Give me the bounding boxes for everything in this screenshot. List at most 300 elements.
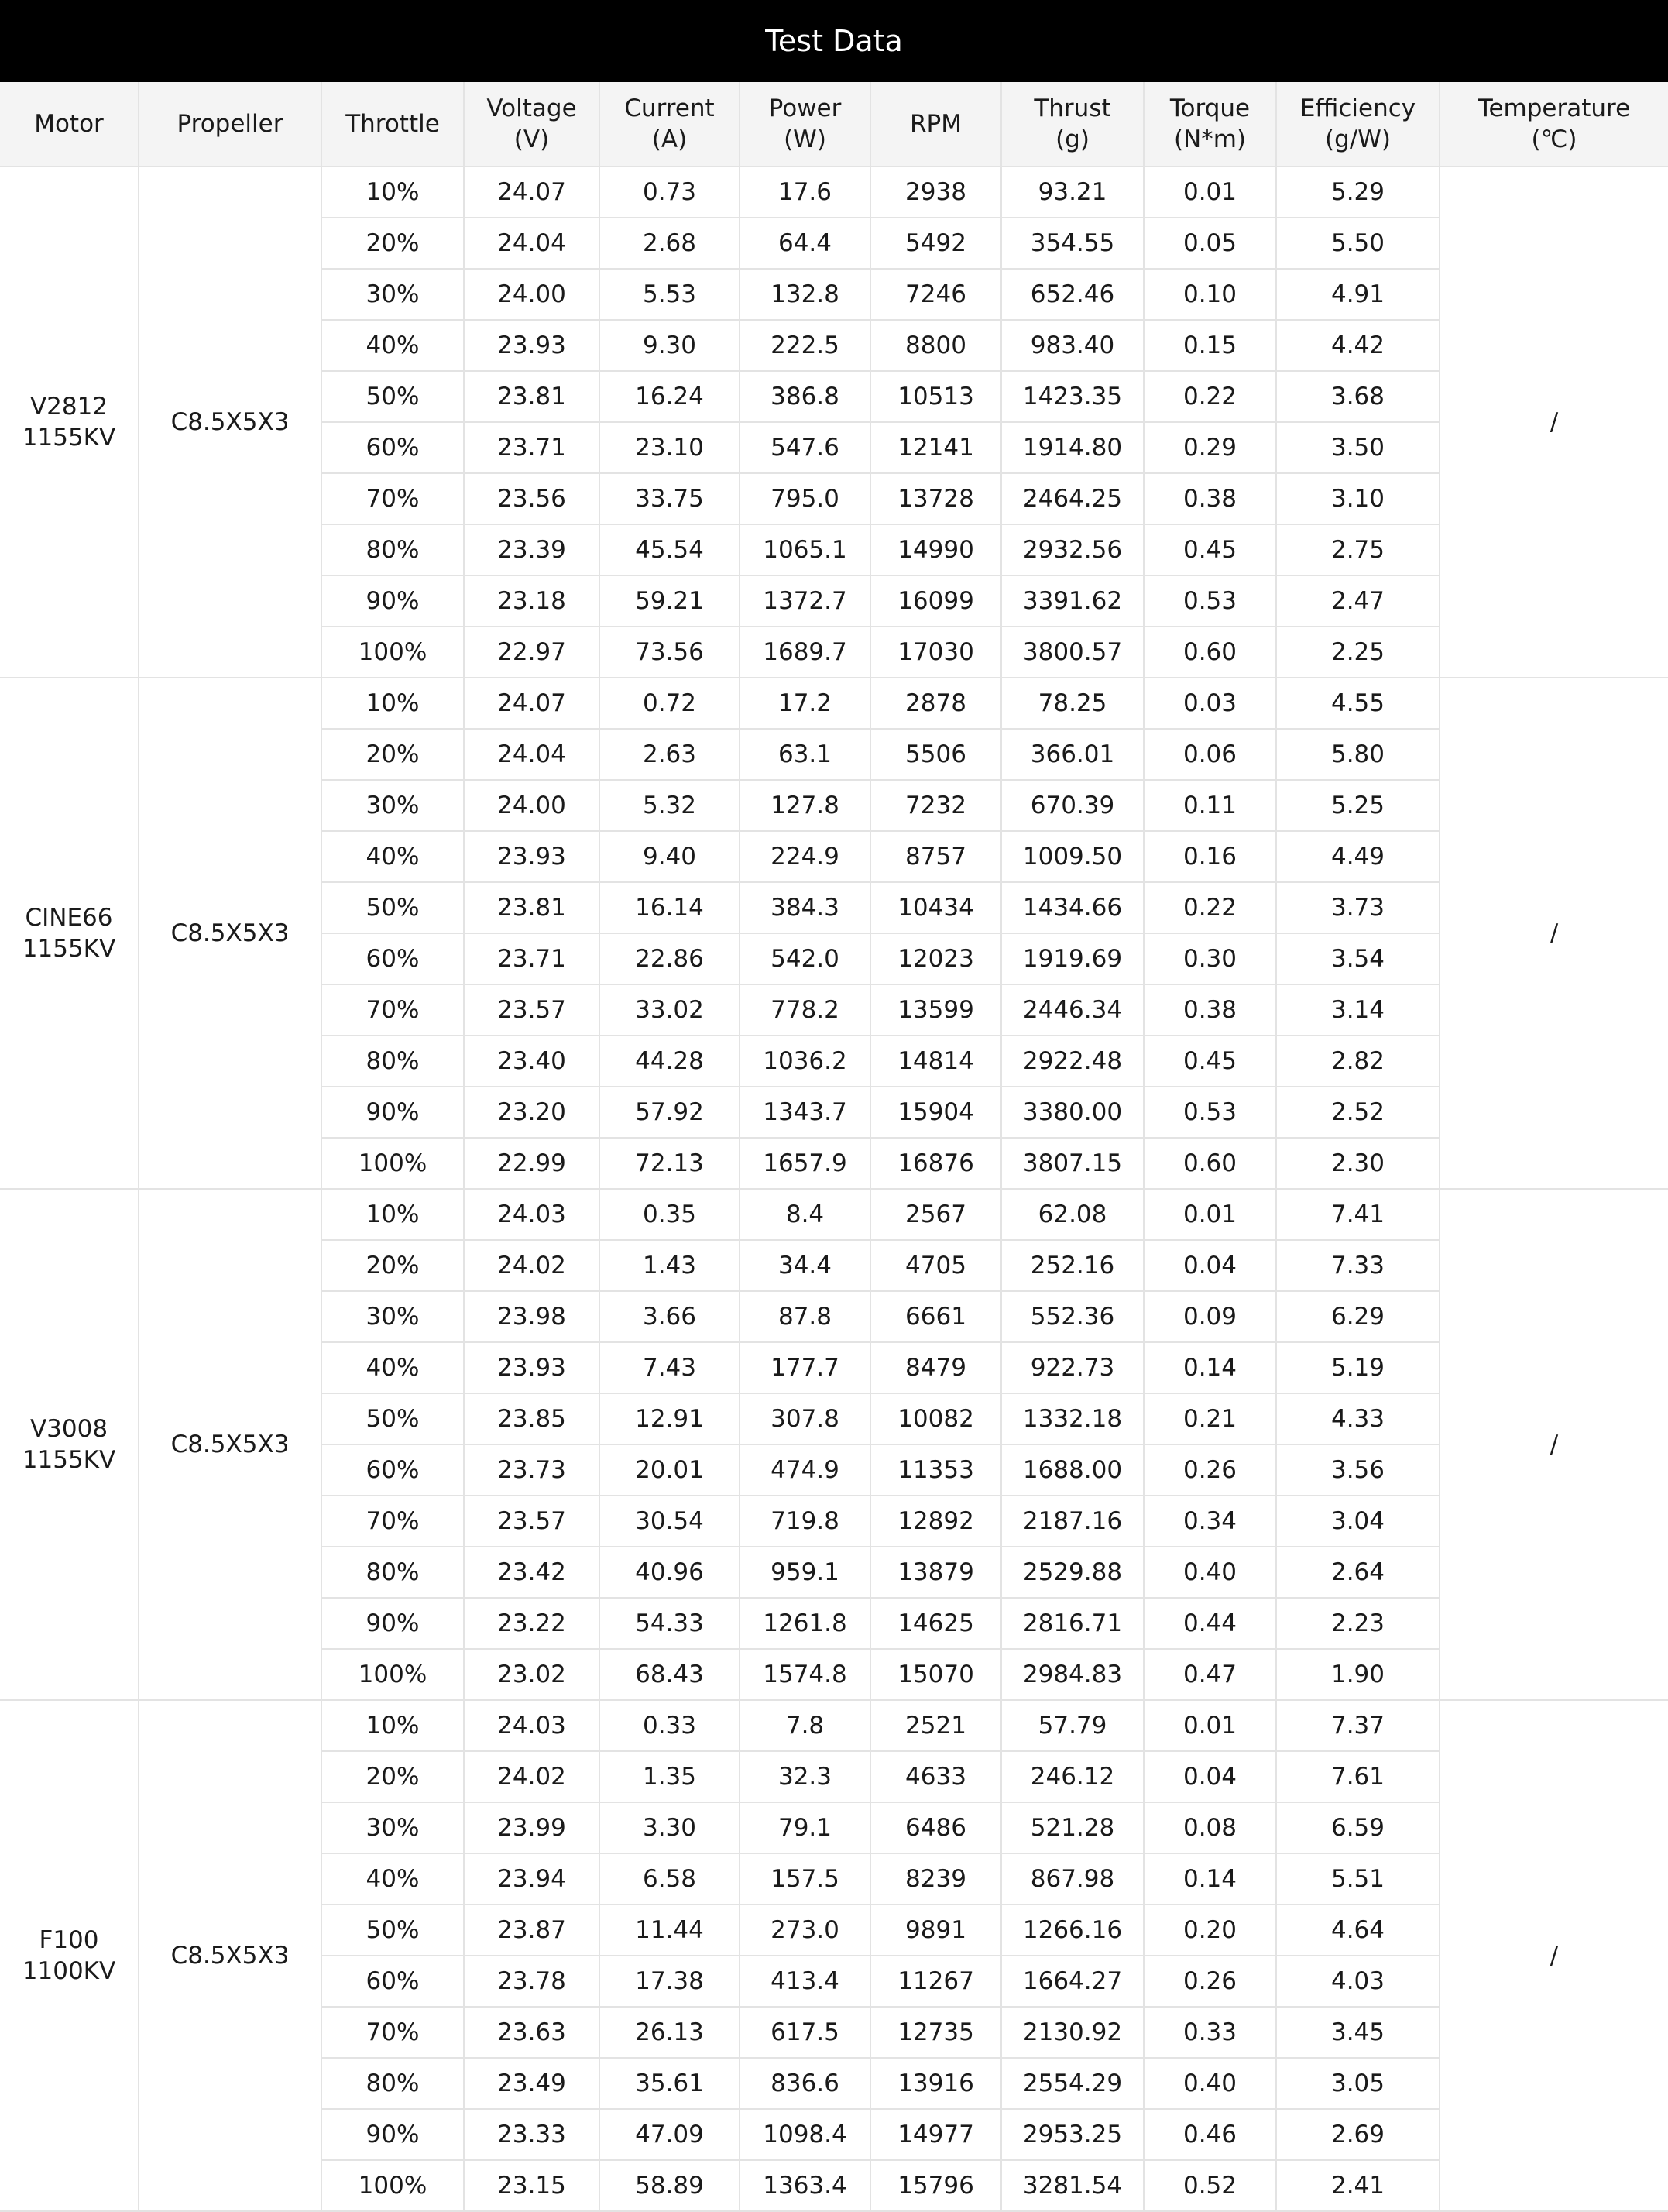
throttle-cell: 40% bbox=[321, 831, 464, 882]
efficiency-cell: 4.49 bbox=[1276, 831, 1440, 882]
motor-kv: 1100KV bbox=[22, 1957, 116, 1985]
thrust-cell: 2554.29 bbox=[1001, 2058, 1144, 2109]
current-cell: 58.89 bbox=[599, 2160, 740, 2211]
current-cell: 3.66 bbox=[599, 1291, 740, 1342]
efficiency-cell: 3.54 bbox=[1276, 933, 1440, 984]
voltage-cell: 23.49 bbox=[464, 2058, 599, 2109]
throttle-cell: 10% bbox=[321, 1700, 464, 1751]
voltage-cell: 22.97 bbox=[464, 627, 599, 678]
torque-cell: 0.10 bbox=[1144, 269, 1276, 320]
power-cell: 8.4 bbox=[740, 1189, 870, 1240]
throttle-cell: 70% bbox=[321, 984, 464, 1036]
power-cell: 1372.7 bbox=[740, 575, 870, 627]
thrust-cell: 62.08 bbox=[1001, 1189, 1144, 1240]
torque-cell: 0.01 bbox=[1144, 1700, 1276, 1751]
rpm-cell: 15904 bbox=[870, 1087, 1001, 1138]
current-cell: 54.33 bbox=[599, 1598, 740, 1649]
throttle-cell: 80% bbox=[321, 1547, 464, 1598]
current-cell: 7.43 bbox=[599, 1342, 740, 1393]
power-cell: 386.8 bbox=[740, 371, 870, 422]
rpm-cell: 8757 bbox=[870, 831, 1001, 882]
throttle-cell: 60% bbox=[321, 933, 464, 984]
temperature-cell: / bbox=[1440, 1189, 1668, 1700]
power-cell: 17.2 bbox=[740, 678, 870, 729]
torque-cell: 0.53 bbox=[1144, 1087, 1276, 1138]
voltage-cell: 23.20 bbox=[464, 1087, 599, 1138]
motor-model: V2812 bbox=[29, 393, 108, 421]
header-temperature: Temperature (℃) bbox=[1440, 82, 1668, 167]
thrust-cell: 1266.16 bbox=[1001, 1905, 1144, 1956]
rpm-cell: 6486 bbox=[870, 1802, 1001, 1853]
torque-cell: 0.22 bbox=[1144, 371, 1276, 422]
voltage-cell: 23.33 bbox=[464, 2109, 599, 2160]
throttle-cell: 30% bbox=[321, 269, 464, 320]
torque-cell: 0.15 bbox=[1144, 320, 1276, 371]
throttle-cell: 60% bbox=[321, 422, 464, 473]
torque-cell: 0.14 bbox=[1144, 1342, 1276, 1393]
voltage-cell: 23.71 bbox=[464, 933, 599, 984]
thrust-cell: 57.79 bbox=[1001, 1700, 1144, 1751]
voltage-cell: 24.04 bbox=[464, 729, 599, 780]
header-propeller: Propeller bbox=[139, 82, 321, 167]
current-cell: 16.24 bbox=[599, 371, 740, 422]
throttle-cell: 90% bbox=[321, 575, 464, 627]
current-cell: 0.72 bbox=[599, 678, 740, 729]
voltage-cell: 23.02 bbox=[464, 1649, 599, 1700]
efficiency-cell: 4.33 bbox=[1276, 1393, 1440, 1444]
rpm-cell: 13879 bbox=[870, 1547, 1001, 1598]
efficiency-cell: 2.41 bbox=[1276, 2160, 1440, 2211]
rpm-cell: 16099 bbox=[870, 575, 1001, 627]
rpm-cell: 14814 bbox=[870, 1036, 1001, 1087]
efficiency-cell: 7.37 bbox=[1276, 1700, 1440, 1751]
rpm-cell: 10082 bbox=[870, 1393, 1001, 1444]
thrust-cell: 3391.62 bbox=[1001, 575, 1144, 627]
thrust-cell: 3281.54 bbox=[1001, 2160, 1144, 2211]
rpm-cell: 13916 bbox=[870, 2058, 1001, 2109]
efficiency-cell: 6.29 bbox=[1276, 1291, 1440, 1342]
motor-kv: 1155KV bbox=[22, 935, 116, 963]
efficiency-cell: 5.29 bbox=[1276, 167, 1440, 218]
current-cell: 2.68 bbox=[599, 218, 740, 269]
thrust-cell: 670.39 bbox=[1001, 780, 1144, 831]
efficiency-cell: 1.90 bbox=[1276, 1649, 1440, 1700]
header-torque: Torque (N*m) bbox=[1144, 82, 1276, 167]
throttle-cell: 90% bbox=[321, 1087, 464, 1138]
header-motor: Motor bbox=[0, 82, 139, 167]
torque-cell: 0.01 bbox=[1144, 1189, 1276, 1240]
header-row bbox=[0, 82, 1668, 167]
table-title: Test Data bbox=[765, 24, 903, 58]
current-cell: 1.35 bbox=[599, 1751, 740, 1802]
thrust-cell: 2932.56 bbox=[1001, 524, 1144, 575]
thrust-cell: 354.55 bbox=[1001, 218, 1144, 269]
rpm-cell: 17030 bbox=[870, 627, 1001, 678]
torque-cell: 0.30 bbox=[1144, 933, 1276, 984]
header-current: Current (A) bbox=[599, 82, 740, 167]
torque-cell: 0.09 bbox=[1144, 1291, 1276, 1342]
efficiency-cell: 5.25 bbox=[1276, 780, 1440, 831]
power-cell: 836.6 bbox=[740, 2058, 870, 2109]
motor-model: CINE66 bbox=[25, 904, 113, 932]
power-cell: 795.0 bbox=[740, 473, 870, 524]
efficiency-cell: 6.59 bbox=[1276, 1802, 1440, 1853]
rpm-cell: 2521 bbox=[870, 1700, 1001, 1751]
voltage-cell: 24.03 bbox=[464, 1189, 599, 1240]
rpm-cell: 16876 bbox=[870, 1138, 1001, 1189]
efficiency-cell: 7.33 bbox=[1276, 1240, 1440, 1291]
efficiency-cell: 2.69 bbox=[1276, 2109, 1440, 2160]
thrust-cell: 1434.66 bbox=[1001, 882, 1144, 933]
rpm-cell: 9891 bbox=[870, 1905, 1001, 1956]
voltage-cell: 23.93 bbox=[464, 320, 599, 371]
efficiency-cell: 5.80 bbox=[1276, 729, 1440, 780]
power-cell: 224.9 bbox=[740, 831, 870, 882]
thrust-cell: 1332.18 bbox=[1001, 1393, 1144, 1444]
rpm-cell: 5492 bbox=[870, 218, 1001, 269]
torque-cell: 0.60 bbox=[1144, 1138, 1276, 1189]
power-cell: 157.5 bbox=[740, 1853, 870, 1905]
voltage-cell: 23.71 bbox=[464, 422, 599, 473]
current-cell: 17.38 bbox=[599, 1956, 740, 2007]
rpm-cell: 4705 bbox=[870, 1240, 1001, 1291]
efficiency-cell: 2.47 bbox=[1276, 575, 1440, 627]
thrust-cell: 2816.71 bbox=[1001, 1598, 1144, 1649]
rpm-cell: 7246 bbox=[870, 269, 1001, 320]
efficiency-cell: 5.51 bbox=[1276, 1853, 1440, 1905]
power-cell: 222.5 bbox=[740, 320, 870, 371]
current-cell: 5.53 bbox=[599, 269, 740, 320]
throttle-cell: 40% bbox=[321, 1853, 464, 1905]
current-cell: 0.73 bbox=[599, 167, 740, 218]
power-cell: 63.1 bbox=[740, 729, 870, 780]
thrust-cell: 3800.57 bbox=[1001, 627, 1144, 678]
throttle-cell: 60% bbox=[321, 1444, 464, 1496]
throttle-cell: 80% bbox=[321, 524, 464, 575]
power-cell: 64.4 bbox=[740, 218, 870, 269]
power-cell: 542.0 bbox=[740, 933, 870, 984]
torque-cell: 0.45 bbox=[1144, 1036, 1276, 1087]
efficiency-cell: 7.41 bbox=[1276, 1189, 1440, 1240]
torque-cell: 0.05 bbox=[1144, 218, 1276, 269]
header-thrust: Thrust (g) bbox=[1001, 82, 1144, 167]
power-cell: 959.1 bbox=[740, 1547, 870, 1598]
thrust-cell: 552.36 bbox=[1001, 1291, 1144, 1342]
rpm-cell: 12735 bbox=[870, 2007, 1001, 2058]
voltage-cell: 23.94 bbox=[464, 1853, 599, 1905]
efficiency-cell: 3.50 bbox=[1276, 422, 1440, 473]
torque-cell: 0.06 bbox=[1144, 729, 1276, 780]
current-cell: 3.30 bbox=[599, 1802, 740, 1853]
thrust-cell: 2953.25 bbox=[1001, 2109, 1144, 2160]
torque-cell: 0.29 bbox=[1144, 422, 1276, 473]
motor-model: V3008 bbox=[29, 1415, 108, 1443]
rpm-cell: 13599 bbox=[870, 984, 1001, 1036]
table-row bbox=[0, 1700, 1668, 1751]
current-cell: 0.33 bbox=[599, 1700, 740, 1751]
voltage-cell: 23.73 bbox=[464, 1444, 599, 1496]
power-cell: 1363.4 bbox=[740, 2160, 870, 2211]
power-cell: 132.8 bbox=[740, 269, 870, 320]
efficiency-cell: 3.45 bbox=[1276, 2007, 1440, 2058]
efficiency-cell: 3.05 bbox=[1276, 2058, 1440, 2109]
current-cell: 0.35 bbox=[599, 1189, 740, 1240]
voltage-cell: 23.81 bbox=[464, 371, 599, 422]
torque-cell: 0.38 bbox=[1144, 984, 1276, 1036]
voltage-cell: 23.18 bbox=[464, 575, 599, 627]
current-cell: 20.01 bbox=[599, 1444, 740, 1496]
rpm-cell: 12141 bbox=[870, 422, 1001, 473]
throttle-cell: 40% bbox=[321, 1342, 464, 1393]
current-cell: 45.54 bbox=[599, 524, 740, 575]
thrust-cell: 2922.48 bbox=[1001, 1036, 1144, 1087]
current-cell: 33.75 bbox=[599, 473, 740, 524]
voltage-cell: 23.57 bbox=[464, 984, 599, 1036]
voltage-cell: 23.22 bbox=[464, 1598, 599, 1649]
motor-cell bbox=[0, 1189, 139, 1700]
torque-cell: 0.20 bbox=[1144, 1905, 1276, 1956]
power-cell: 547.6 bbox=[740, 422, 870, 473]
thrust-cell: 252.16 bbox=[1001, 1240, 1144, 1291]
propeller-cell: C8.5X5X3 bbox=[139, 678, 321, 1189]
throttle-cell: 50% bbox=[321, 1905, 464, 1956]
torque-cell: 0.01 bbox=[1144, 167, 1276, 218]
table-row bbox=[0, 678, 1668, 729]
throttle-cell: 10% bbox=[321, 167, 464, 218]
efficiency-cell: 4.42 bbox=[1276, 320, 1440, 371]
temperature-cell: / bbox=[1440, 678, 1668, 1189]
motor-cell bbox=[0, 1700, 139, 2211]
rpm-cell: 8800 bbox=[870, 320, 1001, 371]
torque-cell: 0.38 bbox=[1144, 473, 1276, 524]
efficiency-cell: 2.23 bbox=[1276, 1598, 1440, 1649]
throttle-cell: 90% bbox=[321, 2109, 464, 2160]
power-cell: 1689.7 bbox=[740, 627, 870, 678]
voltage-cell: 23.63 bbox=[464, 2007, 599, 2058]
voltage-cell: 23.56 bbox=[464, 473, 599, 524]
rpm-cell: 6661 bbox=[870, 1291, 1001, 1342]
efficiency-cell: 4.55 bbox=[1276, 678, 1440, 729]
thrust-cell: 93.21 bbox=[1001, 167, 1144, 218]
current-cell: 59.21 bbox=[599, 575, 740, 627]
voltage-cell: 23.99 bbox=[464, 1802, 599, 1853]
torque-cell: 0.21 bbox=[1144, 1393, 1276, 1444]
thrust-cell: 922.73 bbox=[1001, 1342, 1144, 1393]
current-cell: 22.86 bbox=[599, 933, 740, 984]
rpm-cell: 8479 bbox=[870, 1342, 1001, 1393]
efficiency-cell: 4.64 bbox=[1276, 1905, 1440, 1956]
voltage-cell: 24.02 bbox=[464, 1240, 599, 1291]
efficiency-cell: 3.10 bbox=[1276, 473, 1440, 524]
torque-cell: 0.44 bbox=[1144, 1598, 1276, 1649]
rpm-cell: 12892 bbox=[870, 1496, 1001, 1547]
power-cell: 413.4 bbox=[740, 1956, 870, 2007]
throttle-cell: 30% bbox=[321, 1802, 464, 1853]
current-cell: 9.40 bbox=[599, 831, 740, 882]
power-cell: 307.8 bbox=[740, 1393, 870, 1444]
voltage-cell: 24.07 bbox=[464, 167, 599, 218]
torque-cell: 0.53 bbox=[1144, 575, 1276, 627]
voltage-cell: 24.03 bbox=[464, 1700, 599, 1751]
header-voltage: Voltage (V) bbox=[464, 82, 599, 167]
throttle-cell: 50% bbox=[321, 882, 464, 933]
throttle-cell: 100% bbox=[321, 627, 464, 678]
voltage-cell: 23.39 bbox=[464, 524, 599, 575]
torque-cell: 0.22 bbox=[1144, 882, 1276, 933]
motor-kv: 1155KV bbox=[22, 424, 116, 452]
power-cell: 1065.1 bbox=[740, 524, 870, 575]
thrust-cell: 867.98 bbox=[1001, 1853, 1144, 1905]
power-cell: 384.3 bbox=[740, 882, 870, 933]
efficiency-cell: 2.75 bbox=[1276, 524, 1440, 575]
rpm-cell: 4633 bbox=[870, 1751, 1001, 1802]
throttle-cell: 100% bbox=[321, 1138, 464, 1189]
efficiency-cell: 2.30 bbox=[1276, 1138, 1440, 1189]
voltage-cell: 24.02 bbox=[464, 1751, 599, 1802]
throttle-cell: 60% bbox=[321, 1956, 464, 2007]
torque-cell: 0.40 bbox=[1144, 1547, 1276, 1598]
temperature-cell: / bbox=[1440, 1700, 1668, 2211]
efficiency-cell: 5.50 bbox=[1276, 218, 1440, 269]
propeller-cell: C8.5X5X3 bbox=[139, 167, 321, 678]
thrust-cell: 3380.00 bbox=[1001, 1087, 1144, 1138]
throttle-cell: 10% bbox=[321, 678, 464, 729]
power-cell: 778.2 bbox=[740, 984, 870, 1036]
current-cell: 2.63 bbox=[599, 729, 740, 780]
throttle-cell: 50% bbox=[321, 371, 464, 422]
voltage-cell: 23.81 bbox=[464, 882, 599, 933]
torque-cell: 0.34 bbox=[1144, 1496, 1276, 1547]
temperature-cell: / bbox=[1440, 167, 1668, 678]
torque-cell: 0.14 bbox=[1144, 1853, 1276, 1905]
torque-cell: 0.45 bbox=[1144, 524, 1276, 575]
throttle-cell: 70% bbox=[321, 2007, 464, 2058]
current-cell: 5.32 bbox=[599, 780, 740, 831]
efficiency-cell: 2.25 bbox=[1276, 627, 1440, 678]
rpm-cell: 10513 bbox=[870, 371, 1001, 422]
current-cell: 47.09 bbox=[599, 2109, 740, 2160]
torque-cell: 0.60 bbox=[1144, 627, 1276, 678]
efficiency-cell: 4.91 bbox=[1276, 269, 1440, 320]
torque-cell: 0.16 bbox=[1144, 831, 1276, 882]
current-cell: 72.13 bbox=[599, 1138, 740, 1189]
power-cell: 177.7 bbox=[740, 1342, 870, 1393]
rpm-cell: 14977 bbox=[870, 2109, 1001, 2160]
efficiency-cell: 3.14 bbox=[1276, 984, 1440, 1036]
power-cell: 1343.7 bbox=[740, 1087, 870, 1138]
rpm-cell: 2938 bbox=[870, 167, 1001, 218]
rpm-cell: 10434 bbox=[870, 882, 1001, 933]
motor-cell bbox=[0, 167, 139, 678]
thrust-cell: 2130.92 bbox=[1001, 2007, 1144, 2058]
rpm-cell: 8239 bbox=[870, 1853, 1001, 1905]
propeller-cell: C8.5X5X3 bbox=[139, 1700, 321, 2211]
current-cell: 23.10 bbox=[599, 422, 740, 473]
thrust-cell: 1009.50 bbox=[1001, 831, 1144, 882]
table-row bbox=[0, 167, 1668, 218]
thrust-cell: 3807.15 bbox=[1001, 1138, 1144, 1189]
throttle-cell: 100% bbox=[321, 2160, 464, 2211]
current-cell: 35.61 bbox=[599, 2058, 740, 2109]
throttle-cell: 30% bbox=[321, 1291, 464, 1342]
rpm-cell: 7232 bbox=[870, 780, 1001, 831]
voltage-cell: 24.00 bbox=[464, 780, 599, 831]
voltage-cell: 23.93 bbox=[464, 831, 599, 882]
test-data-table bbox=[0, 82, 1668, 2212]
voltage-cell: 22.99 bbox=[464, 1138, 599, 1189]
current-cell: 73.56 bbox=[599, 627, 740, 678]
rpm-cell: 11267 bbox=[870, 1956, 1001, 2007]
power-cell: 34.4 bbox=[740, 1240, 870, 1291]
efficiency-cell: 2.82 bbox=[1276, 1036, 1440, 1087]
efficiency-cell: 3.04 bbox=[1276, 1496, 1440, 1547]
thrust-cell: 983.40 bbox=[1001, 320, 1144, 371]
efficiency-cell: 3.68 bbox=[1276, 371, 1440, 422]
efficiency-cell: 3.73 bbox=[1276, 882, 1440, 933]
voltage-cell: 23.93 bbox=[464, 1342, 599, 1393]
efficiency-cell: 2.64 bbox=[1276, 1547, 1440, 1598]
thrust-cell: 2529.88 bbox=[1001, 1547, 1144, 1598]
thrust-cell: 1664.27 bbox=[1001, 1956, 1144, 2007]
rpm-cell: 5506 bbox=[870, 729, 1001, 780]
efficiency-cell: 5.19 bbox=[1276, 1342, 1440, 1393]
power-cell: 617.5 bbox=[740, 2007, 870, 2058]
power-cell: 1657.9 bbox=[740, 1138, 870, 1189]
rpm-cell: 14625 bbox=[870, 1598, 1001, 1649]
power-cell: 32.3 bbox=[740, 1751, 870, 1802]
power-cell: 87.8 bbox=[740, 1291, 870, 1342]
torque-cell: 0.52 bbox=[1144, 2160, 1276, 2211]
thrust-cell: 1919.69 bbox=[1001, 933, 1144, 984]
throttle-cell: 80% bbox=[321, 2058, 464, 2109]
thrust-cell: 2464.25 bbox=[1001, 473, 1144, 524]
motor-model: F100 bbox=[39, 1926, 99, 1954]
power-cell: 7.8 bbox=[740, 1700, 870, 1751]
header-throttle: Throttle bbox=[321, 82, 464, 167]
power-cell: 719.8 bbox=[740, 1496, 870, 1547]
power-cell: 127.8 bbox=[740, 780, 870, 831]
efficiency-cell: 3.56 bbox=[1276, 1444, 1440, 1496]
voltage-cell: 23.40 bbox=[464, 1036, 599, 1087]
torque-cell: 0.04 bbox=[1144, 1240, 1276, 1291]
current-cell: 1.43 bbox=[599, 1240, 740, 1291]
torque-cell: 0.47 bbox=[1144, 1649, 1276, 1700]
thrust-cell: 246.12 bbox=[1001, 1751, 1144, 1802]
thrust-cell: 78.25 bbox=[1001, 678, 1144, 729]
voltage-cell: 23.15 bbox=[464, 2160, 599, 2211]
rpm-cell: 13728 bbox=[870, 473, 1001, 524]
power-cell: 1036.2 bbox=[740, 1036, 870, 1087]
throttle-cell: 70% bbox=[321, 1496, 464, 1547]
current-cell: 57.92 bbox=[599, 1087, 740, 1138]
propeller-cell: C8.5X5X3 bbox=[139, 1189, 321, 1700]
table-title-bar bbox=[0, 0, 1668, 82]
voltage-cell: 23.98 bbox=[464, 1291, 599, 1342]
thrust-cell: 2187.16 bbox=[1001, 1496, 1144, 1547]
rpm-cell: 12023 bbox=[870, 933, 1001, 984]
header-rpm: RPM bbox=[870, 82, 1001, 167]
throttle-cell: 20% bbox=[321, 1751, 464, 1802]
voltage-cell: 23.57 bbox=[464, 1496, 599, 1547]
throttle-cell: 20% bbox=[321, 729, 464, 780]
current-cell: 68.43 bbox=[599, 1649, 740, 1700]
thrust-cell: 2984.83 bbox=[1001, 1649, 1144, 1700]
torque-cell: 0.33 bbox=[1144, 2007, 1276, 2058]
thrust-cell: 652.46 bbox=[1001, 269, 1144, 320]
power-cell: 1574.8 bbox=[740, 1649, 870, 1700]
power-cell: 17.6 bbox=[740, 167, 870, 218]
header-power: Power (W) bbox=[740, 82, 870, 167]
